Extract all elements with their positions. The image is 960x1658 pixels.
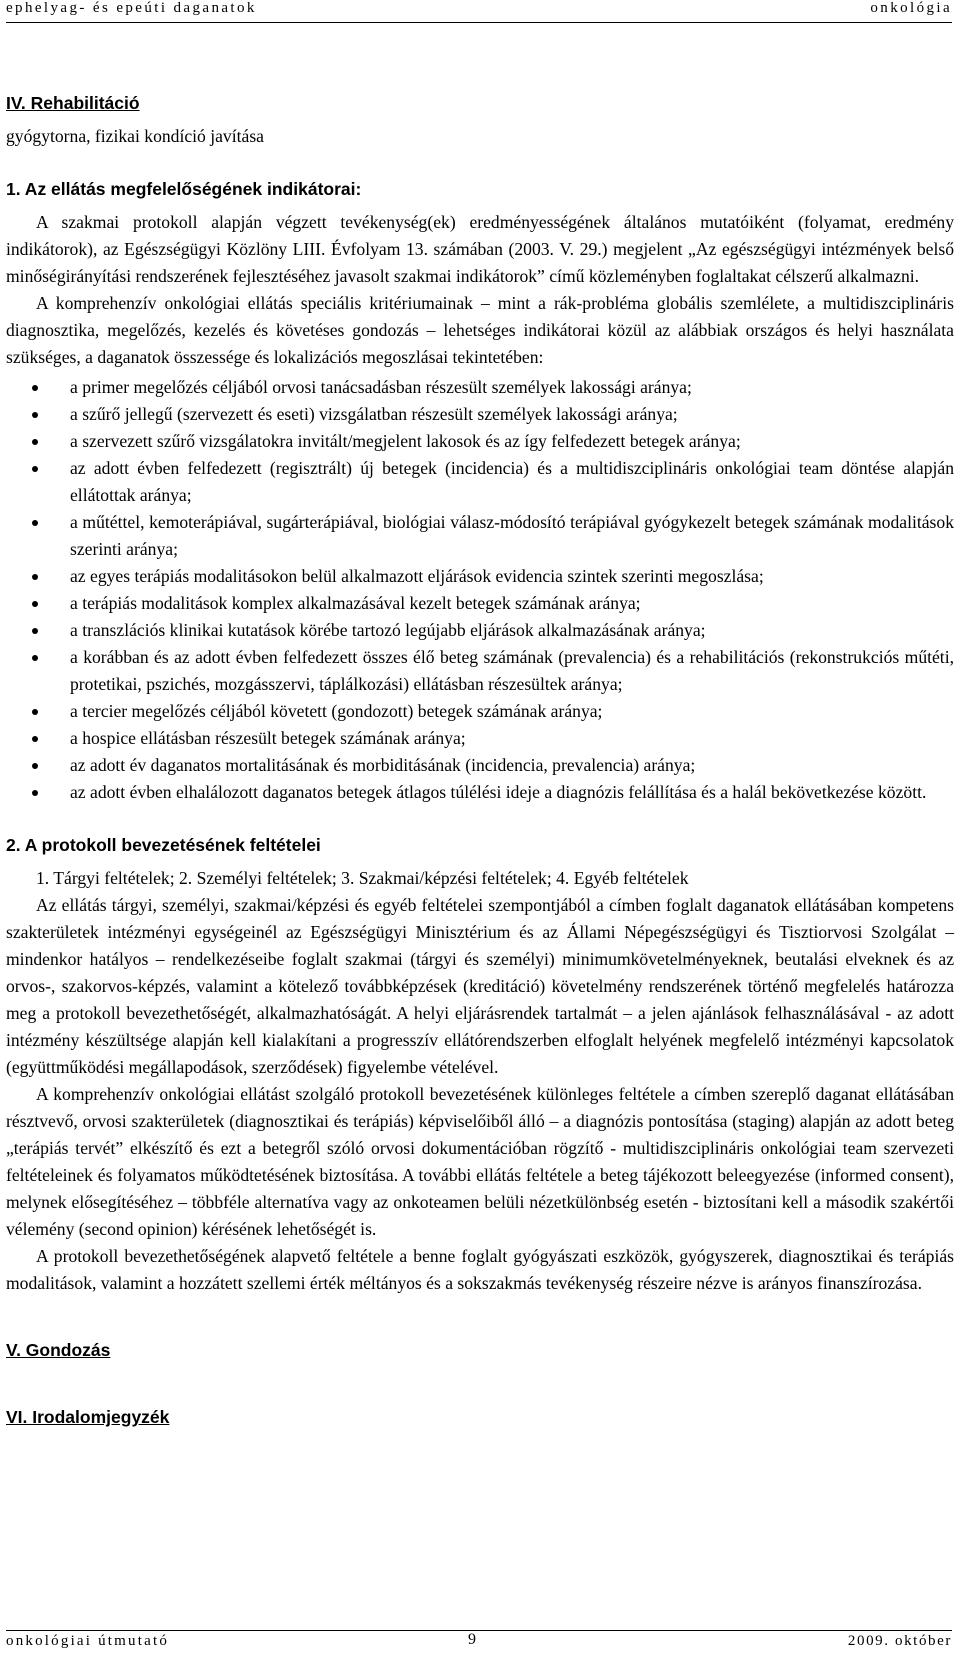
footer-date: 2009. október — [847, 1633, 952, 1649]
indicators-heading: 1. Az ellátás megfelelőségének indikátorai: — [6, 179, 362, 199]
list-item: az adott évben felfedezett (regisztrált) új betegek (incidencia) és a multidiszciplináris onkológiai team döntése alapján ellátottak aránya; — [6, 455, 954, 509]
care-heading: V. Gondozás — [6, 1340, 111, 1360]
protocol-paragraph-3: A protokoll bevezethetőségének alapvető feltétele a benne foglalt gyógyászati eszközök, gyógyszerek, diagnosztikai és terápiás modalitások, valamint a hozzátett szellemi érték méltányos és a sokszakmás tevékenység részeire nézve is arányos finanszírozása. — [6, 1246, 954, 1293]
list-item: a műtéttel, kemoterápiával, sugárterápiával, biológiai válasz-módosító terápiával gyógykezelt betegek számának modalitások szerinti aránya; — [6, 509, 954, 563]
protocol-heading: 2. A protokoll bevezetésének feltételei — [6, 835, 321, 855]
bullet-icon — [32, 736, 38, 742]
protocol-paragraph-1: Az ellátás tárgyi, személyi, szakmai/képzési és egyéb feltételei szempontjából a címben foglalt daganatok ellátásában kompetens szakterületek intézményi egységeinél az Egészségügyi Minisztérium és az Állami Népegészségügyi és Tisztiorvosi Szolgálat – mindenkor hatályos – rendelkezéseibe foglalt szakmai (tárgyi és személyi) minimumkövetelményeknek, beutalási elveknek és az orvos-, szakorvos-képzés, valamint a kötelező továbbképzések (kreditáció) követelmény rendszerének történő megfelelés határozza meg a protokoll bevezethetőségét, alkalmazhatóságát. A helyi eljárásrendek tartalmát – a jelen ajánlások felhasználásával - az adott intézmény készültsége alapján kell kialakítani a progresszív ellátórendszerben elfoglalt helyének megfelelő intézményi kapcsolatok (együttműködési megállapodások, szerződések) figyelembe vételével. — [6, 895, 954, 1077]
bullet-icon — [32, 763, 38, 769]
list-item: a transzlációs klinikai kutatások körébe tartozó legújabb eljárások alkalmazásának aránya; — [6, 617, 954, 644]
page-footer — [6, 1630, 952, 1657]
rehab-text: gyógytorna, fizikai kondíció javítása — [6, 126, 264, 146]
bullet-icon — [32, 466, 38, 472]
list-item: az adott évben elhalálozott daganatos betegek átlagos túlélési ideje a diagnózis felállítása és a halál bekövetkezése között. — [6, 779, 954, 806]
list-item: a tercier megelőzés céljából követett (gondozott) betegek számának aránya; — [6, 698, 954, 725]
protocol-paragraph-2: A komprehenzív onkológiai ellátást szolgáló protokoll bevezetésének különleges feltétele a címben szereplő daganat ellátásában résztvevő, orvosi szakterületek (diagnosztikai és terápiás) képviselőiből álló – a diagnózis pontosítása (staging) alapján az adott beteg „terápiás tervét” elkészítő és ezt a betegről szóló orvosi dokumentációban rögzítő - multidiszciplináris onkológiai team szervezeti feltételeinek és folyamatos működtetésének biztosítása. A további ellátás feltétele a beteg tájékozott beleegyezése (informed consent), melynek elősegítéséhez – többféle alternatíva vagy az onkoteamen belüli nézetkülönbség esetén - biztosítani kell a második szakértői vélemény (second opinion) kérésének lehetőségét is. — [6, 1084, 954, 1239]
indicators-paragraph-1: A szakmai protokoll alapján végzett tevékenység(ek) eredményességének általános mutatóiként (folyamat, eredmény indikátorok), az Egészségügyi Közlöny LIII. Évfolyam 13. számában (2003. V. 29.) megjelent „Az egészségügyi intézmények belső minőségirányítási rendszerének fejlesztéséhez javasolt szakmai indikátorok” című közleményben foglaltakat célszerű alkalmazni. — [6, 212, 954, 286]
page-content — [6, 90, 954, 1431]
bullet-icon — [32, 439, 38, 445]
list-item: a szervezett szűrő vizsgálatokra invitált/megjelent lakosok és az így felfedezett betegek aránya; — [6, 428, 954, 455]
bullet-icon — [32, 412, 38, 418]
list-item: a primer megelőzés céljából orvosi tanácsadásban részesült személyek lakossági aránya; — [6, 374, 954, 401]
footer-left-text: onkológiai útmutató — [6, 1633, 170, 1649]
rehab-heading: IV. Rehabilitáció — [6, 93, 140, 113]
header-left-text: ephelyag- és epeúti daganatok — [6, 0, 257, 16]
bullet-icon — [32, 385, 38, 391]
list-item: a szűrő jellegű (szervezett és eseti) vizsgálatban részesült személyek lakossági aránya; — [6, 401, 954, 428]
list-item: a terápiás modalitások komplex alkalmazásával kezelt betegek számának aránya; — [6, 590, 954, 617]
bullet-icon — [32, 601, 38, 607]
list-item: az egyes terápiás modalitásokon belül alkalmazott eljárások evidencia szintek szerinti megoszlása; — [6, 563, 954, 590]
bullet-icon — [32, 574, 38, 580]
bullet-icon — [32, 655, 38, 661]
indicator-list — [6, 374, 954, 806]
list-item: az adott év daganatos mortalitásának és morbiditásának (incidencia, prevalencia) aránya; — [6, 752, 954, 779]
bullet-icon — [32, 520, 38, 526]
references-heading: VI. Irodalomjegyzék — [6, 1407, 170, 1427]
bullet-icon — [32, 790, 38, 796]
protocol-conditions-list: 1. Tárgyi feltételek; 2. Személyi feltételek; 3. Szakmai/képzési feltételek; 4. Egyéb feltételek — [36, 868, 689, 888]
header-right-text: onkológia — [870, 0, 952, 16]
indicators-paragraph-2: A komprehenzív onkológiai ellátás speciális kritériumainak – mint a rák-probléma globális szemlélete, a multidiszciplináris diagnosztika, megelőzés, kezelés és követéses gondozás – lehetséges indikátorai közül az alábbiak országos és helyi használata szükséges, a daganatok összessége és lokalizációs megoszlásai tekintetében: — [6, 293, 954, 367]
list-item: a korábban és az adott évben felfedezett összes élő beteg számának (prevalencia) és a rehabilitációs (rekonstrukciós műtéti, protetikai, pszichés, mozgásszervi, táplálkozási) ellátásban részesültek aránya; — [6, 644, 954, 698]
running-header — [6, 0, 952, 23]
bullet-icon — [32, 628, 38, 634]
bullet-icon — [32, 709, 38, 715]
list-item: a hospice ellátásban részesült betegek számának aránya; — [6, 725, 954, 752]
page-number: 9 — [468, 1631, 476, 1648]
